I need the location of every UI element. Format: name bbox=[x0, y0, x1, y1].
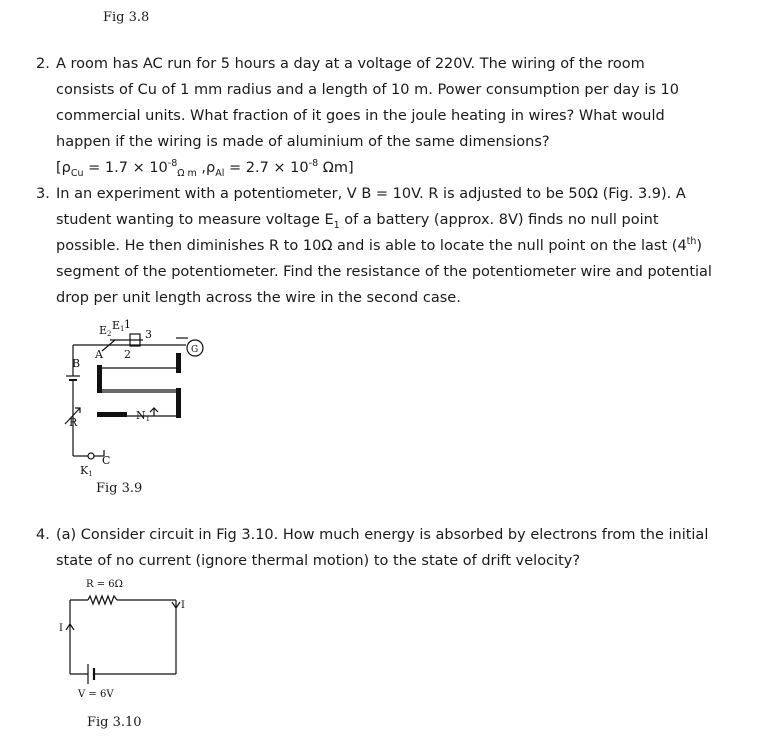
resistor bbox=[88, 596, 117, 604]
fig-3-8-caption: Fig 3.8 bbox=[103, 10, 150, 25]
strip-bottom bbox=[97, 412, 127, 417]
label-a: A bbox=[95, 348, 103, 361]
strip-right-top bbox=[176, 353, 181, 373]
q4-line-1: (a) Consider circuit in Fig 3.10. How much energy is absorbed by electrons from the initial bbox=[56, 527, 709, 543]
q2-line-2: consists of Cu of 1 mm radius and a length of 10 m. Power consumption per day is 10 bbox=[56, 82, 679, 98]
label-e1: E1 bbox=[112, 319, 125, 333]
label-switch-3: 3 bbox=[145, 328, 152, 341]
q3-line-1: In an experiment with a potentiometer, V B = 10V. R is adjusted to be 50Ω (Fig. 3.9). A bbox=[56, 186, 686, 202]
q3-line-4: segment of the potentiometer. Find the resistance of the potentiometer wire and potential bbox=[56, 264, 712, 280]
q3-line-3: possible. He then diminishes R to 10Ω and is able to locate the null point on the last (4th) bbox=[56, 236, 703, 254]
label-g: G bbox=[191, 345, 199, 355]
key-k1 bbox=[88, 453, 94, 459]
q3-line-2: student wanting to measure voltage $E_1$ of a battery (approx. 8V) finds no null point bbox=[56, 212, 659, 231]
q2-line-3: commercial units. What fraction of it goes in the joule heating in wires? What would bbox=[56, 108, 665, 124]
current-label-left: I bbox=[59, 623, 63, 634]
label-e2: E2 bbox=[99, 324, 112, 338]
q2-line-1: A room has AC run for 5 hours a day at a voltage of 220V. The wiring of the room bbox=[56, 56, 645, 72]
fig-3-10-caption: Fig 3.10 bbox=[87, 715, 142, 730]
q2-number: 2. bbox=[36, 56, 50, 72]
potentiometer-circuit-diagram bbox=[50, 316, 220, 486]
voltage-label: V = 6V bbox=[78, 689, 114, 700]
label-n1: N1 bbox=[136, 409, 151, 423]
fig-3-9-caption: Fig 3.9 bbox=[96, 481, 143, 496]
strip-right-bottom bbox=[176, 388, 181, 418]
q4-number: 4. bbox=[36, 527, 50, 543]
q4-line-2: state of no current (ignore thermal motion) to the state of drift velocity? bbox=[56, 553, 581, 569]
q3-line-5: drop per unit length across the wire in the second case. bbox=[56, 290, 461, 306]
label-r: R bbox=[69, 416, 78, 429]
label-switch-2: 2 bbox=[124, 348, 131, 361]
q2-resistivity-data: [$\rho_{Cu} = 1.7 \times 10^{-8}_{\Omega m}$ $,\rho_{Al} = 2.7 \times 10^{-8}$ Ωm] bbox=[56, 158, 354, 179]
current-label-right: I bbox=[181, 600, 185, 611]
simple-circuit-diagram bbox=[56, 574, 196, 704]
label-k1: K1 bbox=[80, 464, 93, 478]
q2-line-4: happen if the wiring is made of aluminium of the same dimensions? bbox=[56, 134, 550, 150]
strip-left-top bbox=[97, 365, 102, 393]
q3-number: 3. bbox=[36, 186, 50, 202]
resistor-label: R = 6Ω bbox=[86, 579, 123, 590]
label-b: B bbox=[72, 357, 81, 370]
label-switch-1: 1 bbox=[124, 318, 131, 331]
label-c: C bbox=[102, 454, 111, 467]
